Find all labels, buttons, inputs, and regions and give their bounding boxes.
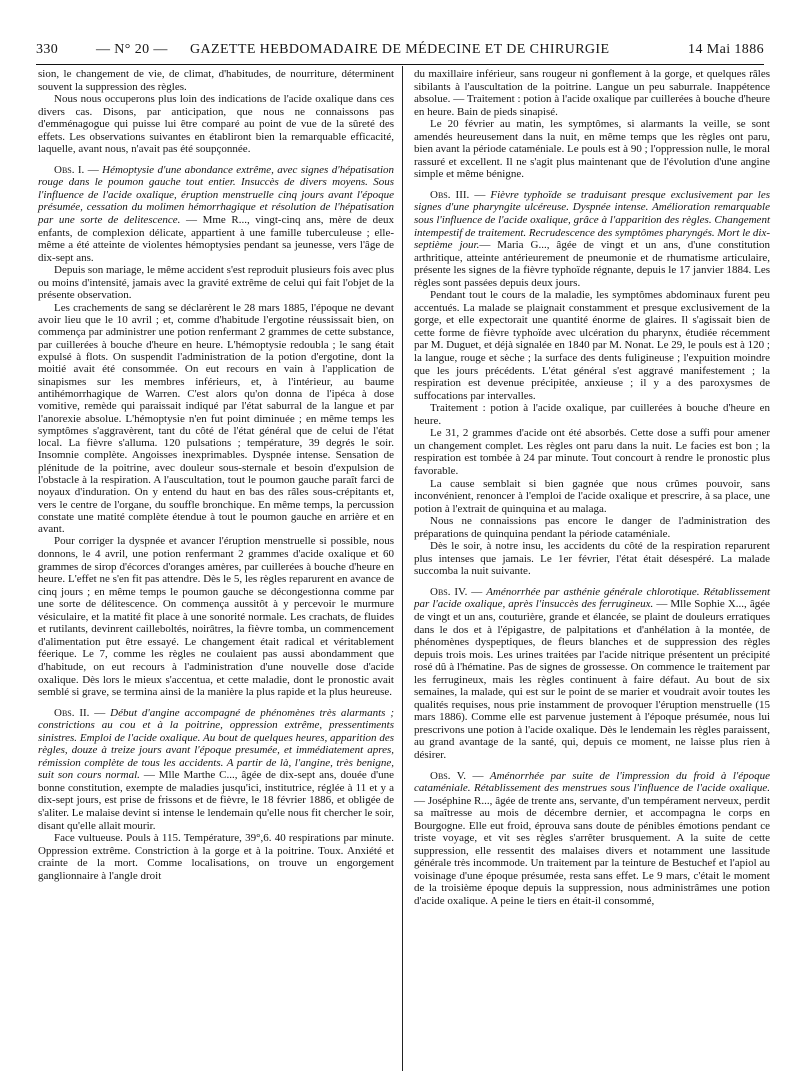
observation-heading: Début d'angine accompagné de phénomènes très alarmants ; constrictions au cou et à la poitrine, oppression extrême, pressentiments sinistres. Emploi de l'acide oxalique. Au bout de quelques heures, apparition des règles, douze à treize jours avant l'époque presumée, et immédiatement apres, rémission complète de tous les accidents. A partir de là, l'angine, très benigne, suit son cours normal. (38, 706, 394, 782)
observation-text: Mme R..., vingt-cinq ans, mère de deux enfants, de complexion délicate, appartient à une famille tuberculeuse ; elle-même a été atteinte de violentes hémoptysies pendant sa jeunesse, vers l'âge de dix-sept ans. (38, 214, 395, 264)
journal-title: GAZETTE HEBDOMADAIRE DE MÉDECINE ET DE CHIRURGIE (190, 42, 610, 57)
observation-5: Obs. V. — Aménorrhée par suite de l'impression du froid à l'époque cataméniale. Rétablissement des menstrues sous l'influence de l'acide oxalique. — Joséphine R..., âgée de trente ans, servante, d'un tempérament nerveux, perdit sa maîtresse au mois de décembre dernier, et accompagna le corps en Bourgogne. Elle eut froid, éprouva sans doute de pénibles émotions pendant ce triste voyage, et vit ses règles s'arrêter brusquement. A la suite de cette suppression, elle ressentit des malaises divers et notamment une lassitude générale très incommode. Un traitement par la teinture de Bestuchef et l'apiol au voisinage d'une époque présumée, resta sans effet. Le 9 mars, c'était le moment de la troisième époque depuis la suppression, nous administrâmes une potion d'acide oxalique. A peine le tiers en était-il consommé, (414, 769, 771, 907)
paragraph: Nous ne connaissions pas encore le danger de l'administration des préparations de quinquina pendant la période cataméniale. (414, 515, 770, 540)
observation-label: Obs. III. (430, 188, 470, 201)
column-divider (402, 66, 403, 1071)
observation-label: Obs. IV. (430, 585, 468, 598)
observation-label: Obs. II. (54, 706, 90, 719)
observation-heading: Aménorrhée par asthénie générale chlorotique. Rétablissement par l'acide oxalique, après l'insuccès des ferrugineux. (414, 585, 771, 611)
observation-4: Obs. IV. — Aménorrhée par asthénie générale chlorotique. Rétablissement par l'acide oxalique, après l'insuccès des ferrugineux. — Mlle Sophie X..., âgée de vingt et un ans, couturière, grande et élancée, se plaint de douleurs erratiques dans le dos et à l'épigastre, de palpitations et d'anhélation à la montée, de phénomènes dyspeptiques, de fleurs blanches et de suppression des règles depuis trois mois. Les urines traitées par l'acide nitrique présentent un précipité rosé dû à l'hématine. Pas de signes de grossesse. On commence le traitement par les ferrugineux, mais les règles continuent à faire défaut. Au bout de six semaines, la malade, qui est sur le point de se marier et voudrait avoir toutes les qualités requises, nous prie instamment de provoquer l'éruption menstruelle (15 mars 1886). Comme elle est parvenue justement à l'époque présumée, nous lui prescrivons une potion à l'acide oxalique. Dès le lendemain les règles paraissent, au grand avantage de la santé, qui, depuis ce moment, ne laisse plus rien à désirer. (414, 585, 771, 761)
observation-label: Obs. I. (54, 163, 85, 176)
observation-heading: Aménorrhée par suite de l'impression du froid à l'époque cataméniale. Rétablissement des menstrues sous l'influence de l'acide oxalique. (414, 769, 770, 795)
paragraph: Pendant tout le cours de la maladie, les symptômes abdominaux furent peu accentués. La malade se plaignait constamment et presque exclusivement de la gorge, et elle expectorait une quantité énorme de glaires. Il s'agissait bien de cette forme de fièvre typhoïde avec ulcération du pharynx, étudiée récemment par M. Duguet, et déjà signalée en 1840 par M. Nonat. Le 29, le pouls est à 120 ; la langue, rouge et sèche ; la surface des dents fuligineuse ; l'expuition moindre que les jours précédents. L'état général s'est aggravé manifestement ; la respiration est devenue précipitée, anxieuse ; il y a des paroxysmes de suffocations par intervalles. (414, 289, 770, 402)
paragraph: du maxillaire inférieur, sans rougeur ni gonflement à la gorge, et quelques râles sibilants à l'auscultation de la poitrine. Langue un peu saburrale. Inappétence absolue. — Traitement : potion à l'acide oxalique par cuillerées à bouche d'heure en heure. Bain de pieds sinapisé. (414, 68, 770, 118)
observation-text: Mlle Sophie X..., âgée de vingt et un ans, couturière, grande et élancée, se plaint de douleurs erratiques dans le dos et à l'épigastre, de palpitations et d'anhélation à la montée, de phénomènes dyspeptiques, de fleurs blanches et de suppression des règles depuis trois mois. Les urines traitées par l'acide nitrique présentent un précipité rosé dû à l'hématine. Pas de signes de grossesse. On commence le traitement par les ferrugineux, mais les règles continuent à faire défaut. Au bout de six semaines, la malade, qui est sur le point de se marier et voudrait avoir toutes les qualités requises, nous prie instamment de provoquer l'éruption menstruelle (15 mars 1886). Comme elle est parvenue justement à l'époque présumée, nous lui prescrivons une potion à l'acide oxalique. Dès le lendemain les règles paraissent, au grand avantage de la santé, qui, depuis ce moment, ne laisse plus rien à désirer. (414, 598, 770, 761)
observation-3: Obs. III. — Fièvre typhoïde se traduisant presque exclusivement par les signes d'une pharyngite ulcéreuse. Dyspnée intense. Amélioration remarquable sous l'influence de l'acide oxalique, grâce à l'apparition des règles. Changement intempestif de traitement. Recrudescence des symptômes pharyngés. Mort le dix-septième jour.— Maria G..., âgée de vingt et un ans, d'une constitution arthritique, atteinte antérieurement de pneumonie et de rhumatisme articulaire, présente les signes de la fièvre typhoïde régnante, depuis le 17 janvier 1884. Les règles sont passées depuis deux jours. (414, 188, 771, 289)
observation-label: Obs. V. (430, 769, 466, 782)
observation-text: Maria G..., âgée de vingt et un ans, d'une constitution arthritique, atteinte antérieurement de pneumonie et de rhumatisme articulaire, présente les signes de la fièvre typhoïde régnante, depuis le 17 janvier 1884. Les règles sont passées depuis deux jours. (414, 239, 770, 289)
paragraph: Le 20 février au matin, les symptômes, si alarmants la veille, se sont amendés heureusement dans la nuit, en même temps que les règles ont paru, bien avant la période cataméniale. Le pouls est à 90 ; l'oppression nulle, le moral rassuré et excellent. Il ne s'agit plus maintenant que de l'évolution d'une angine simple et même bénigne. (414, 118, 770, 181)
paragraph: Traitement : potion à l'acide oxalique, par cuillerées à bouche d'heure en heure. (414, 402, 770, 427)
issue-number: — N° 20 — (96, 42, 168, 57)
observation-text: Joséphine R..., âgée de trente ans, servante, d'un tempérament nerveux, perdit sa maîtresse au mois de décembre dernier, et accompagna le corps en Bourgogne. Elle eut froid, éprouva sans doute de pénibles émotions pendant ce triste voyage, et vit ses règles s'arrêter brusquement. A la suite de cette suppression, elle ressentit des malaises divers et notamment une lassitude générale très incommode. Un traitement par la teinture de Bestuchef et l'apiol au voisinage d'une époque présumée, resta sans effet. Le 9 mars, c'était le moment de la troisième époque depuis la suppression, nous administrâmes une potion d'acide oxalique. A peine le tiers en était-il consommé, (414, 794, 771, 907)
observation-heading: Hémoptysie d'une abondance extrême, avec signes d'hépatisation rouge dans le poumon gauche tout entier. Insuccès de divers moyens. Sous l'influence de l'acide oxalique, éruption menstruelle cinq jours avant l'époque présumée, cessation du molimen hémorrhagique et résolution de l'hépatisation par une sorte de delitescence. (38, 163, 394, 227)
paragraph: Face vultueuse. Pouls à 115. Température, 39°,6. 40 respirations par minute. Oppression extrême. Constriction à la gorge et à la poitrine. Toux. Anxiété et crainte de la mort. Comme localisations, on trouve un engorgement ganglionnaire à l'angle droit (38, 832, 394, 882)
observation-1: Obs. I. — Hémoptysie d'une abondance extrême, avec signes d'hépatisation rouge dans le poumon gauche tout entier. Insuccès de divers moyens. Sous l'influence de l'acide oxalique, éruption menstruelle cinq jours avant l'époque présumée, cessation du molimen hémorrhagique et résolution de l'hépatisation par une sorte de delitescence. — Mme R..., vingt-cinq ans, mère de deux enfants, de complexion délicate, appartient à une famille tuberculeuse ; elle-même a été atteinte de violentes hémoptysies pendant sa jeunesse, vers l'âge de dix-sept ans. (38, 163, 395, 264)
paragraph: sion, le changement de vie, de climat, d'habitudes, de nourriture, déterminent souvent la suppression des règles. (38, 68, 394, 93)
header-rule (36, 64, 764, 65)
paragraph: La cause semblait si bien gagnée que nous crûmes pouvoir, sans inconvénient, renoncer à l'emploi de l'acide oxalique et prescrire, à sa place, une potion à l'extrait de quinquina et au malaga. (414, 477, 770, 515)
paragraph: Les crachements de sang se déclarèrent le 28 mars 1885, l'époque ne devant avoir lieu que le 10 avril ; et, comme d'habitude l'ergotine réussissait bien, on commença par administrer une potion renfermant 2 grammes de cette substance, par cuillerées à bouche d'heure en heure. L'hémoptysie redoubla ; le sang était expulsé à flots. On suspendit l'administration de la potion d'ergotine, dont la moitié avait été consommée. On eut recours en vain à l'application de sinapismes sur les membres inférieurs, et, à l'intérieur, au baume antihémorrhagique de Warren. C'est alors qu'on donna de l'ipéca à dose vomitive, remède qui paraissait indiqué par l'état saburral de la langue et par l'anorexie absolue. L'hémoptysie n'en fut point diminuée ; en même temps les symptômes s'aggravèrent, tant du côté de l'état général que de celui de l'état local. La fièvre s'alluma. 120 pulsations ; température, 39 degrés le soir. Insomnie complète. Angoisses inexprimables. Dyspnée intense. Sensation de plénitude de la poitrine, avec douleur sous-sternale et besoin d'expulsion de l'obstacle à la respiration. A l'auscultation, tout le poumon gauche paraît farci de noyaux d'induration. On y entend du haut en bas des râles sous-crépitants et, vers le centre de l'organe, du souffle bronchique. En même temps, la percussion constate une matité complète étendue à tout le poumon gauche en arrière et en avant. (38, 301, 394, 536)
issue-date: 14 Mai 1886 (688, 42, 764, 57)
left-column (38, 68, 394, 882)
right-column (414, 68, 770, 908)
page-number: 330 (36, 42, 59, 57)
paragraph: Nous nous occuperons plus loin des indications de l'acide oxalique dans ces divers cas. Disons, par anticipation, que nous ne connaissons pas d'emménagogue qui puisse lui être comparé au point de vue de la sûreté des effets. Les observations suivantes en établiront bien la remarquable efficacité, laquelle, avant nous, n'avait pas été soupçonnée. (38, 93, 394, 156)
paragraph: Depuis son mariage, le même accident s'est reproduit plusieurs fois avec plus ou moins d'intensité, jamais avec la gravité extrême de celui qui fait l'objet de la présente observation. (38, 264, 394, 302)
observation-text: Mlle Marthe C..., âgée de dix-sept ans, douée d'une bonne constitution, exempte de maladies jusqu'ici, institutrice, réglée à 11 et y a dix-sept jours, est prise de frissons et de fièvre, le 18 février 1886, et obligée de s'aliter. Le malaise devint si intense le lendemain qu'elle nous fit chercher le soir, disant qu'elle allait mourir. (38, 769, 395, 832)
paragraph: Pour corriger la dyspnée et avancer l'éruption menstruelle si possible, nous donnons, le 4 avril, une potion renfermant 2 grammes d'acide oxalique et 60 grammes de sirop d'écorces d'oranges amères, par cuillerées à bouche d'heure en heure. L'effet ne s'en fit pas attendre. Dès le 5, les règles reparurent en avance de cinq jours ; en même temps le poumon gauche se décongestionna comme par une sorte de délitescence. On commença aussitôt à y percevoir le murmure vésiculaire, et la matité fit place à une sonorité normale. Les crachats, de fluides et rutilants, devinrent cailleboltés, noirâtres, la fièvre tomba, un commencement d'alimentation put être essayé. Le changement était radical et véritablement féerique. Le 7, comme les règles ne coulaient pas aussi abondamment que d'habitude, on eut recours à l'administration d'une nouvelle dose d'acide oxalique. Dès lors le mieux s'accentua, et cette maladie, dont le pronostic avait semblé si grave, se termina ainsi de la manière la plus rapide et la plus heureuse. (38, 535, 394, 699)
paragraph: Le 31, 2 grammes d'acide ont été absorbés. Cette dose a suffi pour amener un changement complet. Les règles ont paru dans la nuit. Le facies est bon ; la respiration est tombée à 24 par minute. Tout concourt à rendre le pronostic plus favorable. (414, 427, 770, 477)
page-header (36, 38, 764, 64)
observation-2: Obs. II. — Début d'angine accompagné de phénomènes très alarmants ; constrictions au cou et à la poitrine, oppression extrême, pressentiments sinistres. Emploi de l'acide oxalique. Au bout de quelques heures, apparition des règles, douze à treize jours avant l'époque presumée, et immédiatement apres, rémission complète de tous les accidents. A partir de là, l'angine, très benigne, suit son cours normal. — Mlle Marthe C..., âgée de dix-sept ans, douée d'une bonne constitution, exempte de maladies jusqu'ici, institutrice, réglée à 11 et y a dix-sept jours, est prise de frissons et de fièvre, le 18 février 1886, et obligée de s'aliter. Le malaise devint si intense le lendemain qu'elle nous fit chercher le soir, disant qu'elle allait mourir. (38, 706, 395, 832)
observation-heading: Fièvre typhoïde se traduisant presque exclusivement par les signes d'une pharyngite ulcéreuse. Dyspnée intense. Amélioration remarquable sous l'influence de l'acide oxalique, grâce à l'apparition des règles. Changement intempestif de traitement. Recrudescence des symptômes pharyngés. Mort le dix-septième jour. (414, 188, 771, 252)
paragraph: Dès le soir, à notre insu, les accidents du côté de la respiration reparurent plus intenses que jamais. Le 1er février, l'état était désespéré. La malade succomba la nuit suivante. (414, 540, 770, 578)
